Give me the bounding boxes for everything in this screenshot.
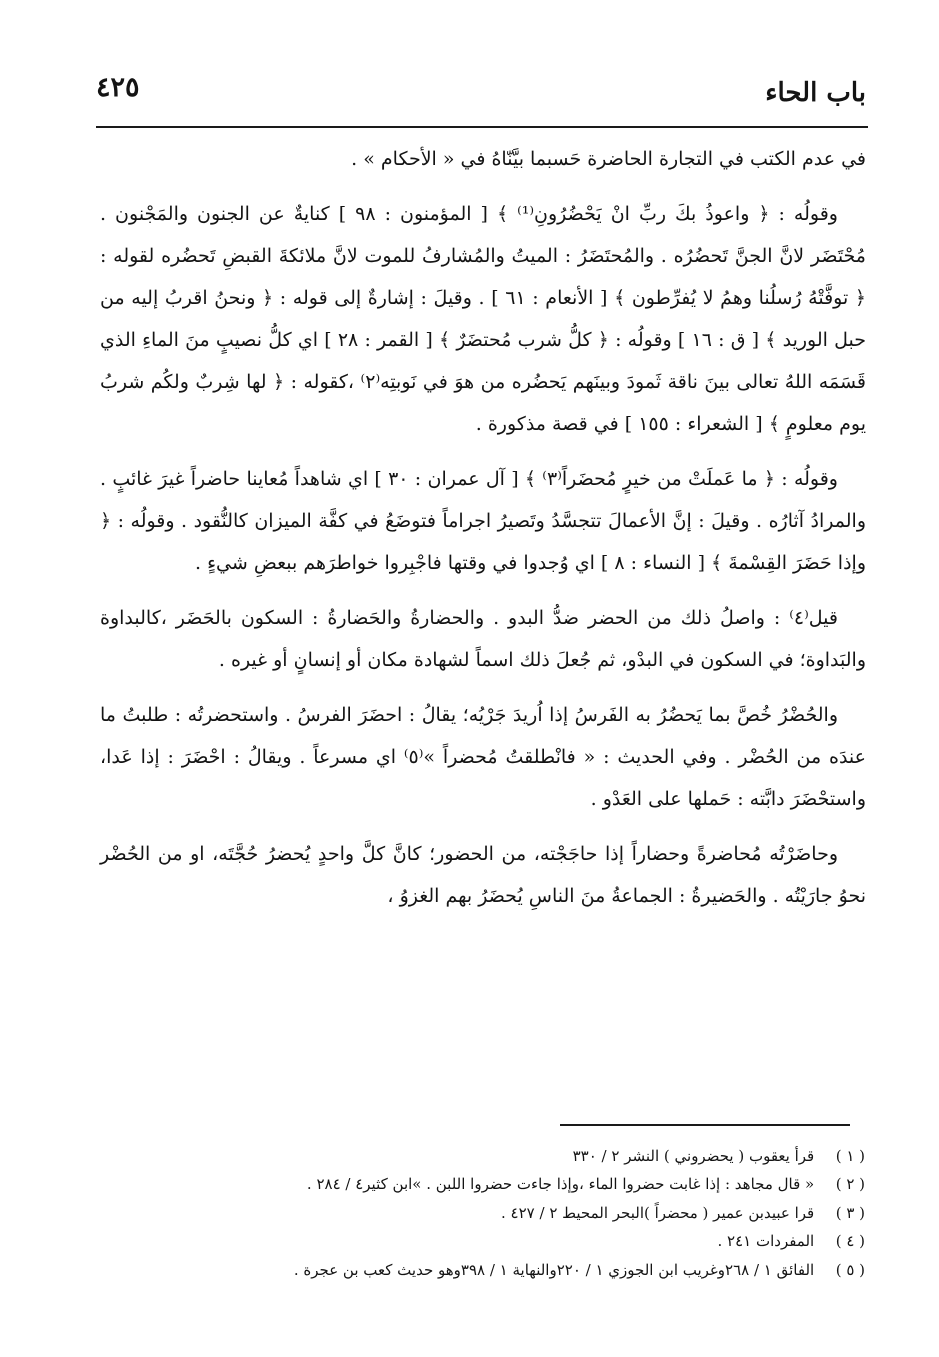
paragraph-3: وقولُه : ﴿ ما عَملَتْ من خيرٍ مُحضَراً⁽٣⁾ ﴾ [ آل عمران : ٣٠ ] اي شاهداً مُعاينا حاضراً غيرَ غائبٍ . والمرادُ آثارُه . وقيلَ : إنَّ الأعمالَ تتجسَّدُ وتَصيرُ اجراماً فتوضَعُ في كفَّة الميزان كالنُّقود . وقولُه : ﴿ وإذا حَضَرَ القِسْمةَ ﴾ [ النساء : ٨ ] اي وُجدوا في وقتها فاجْبِروا خواطرَهم ببعضِ شيءٍ . bbox=[100, 468, 866, 574]
page-header bbox=[96, 70, 866, 116]
footnotes bbox=[120, 1142, 865, 1284]
footnote-divider bbox=[560, 1124, 850, 1126]
main-text bbox=[100, 138, 866, 930]
chapter-title: باب الحاء bbox=[765, 78, 866, 108]
footnote-number: ( ٣ ) bbox=[835, 1203, 865, 1222]
footnote-text: قرا عبيدبن عمير ( محضراً )البحر المحيط ٢ / ٤٢٧ . bbox=[501, 1203, 815, 1222]
footnote-item bbox=[120, 1170, 865, 1198]
paragraph-5: والحُضْرُ خُصَّ بما يَحضُرُ به الفَرسُ إذا اُريدَ جَرْيُه؛ يقالُ : احضَرَ الفرسُ . واستحضرتُه : طلبتُ ما عندَه من الحُضْر . وفي الحديث : « فانْطلقتُ مُحضراً »⁽٥⁾ اي مسرعاً . ويقالُ : احْضَرَ : إذا عَدا، واستحْضَرَ دابَّته : حَملها على العَدْو . bbox=[100, 704, 866, 810]
paragraph-2: وقولُه : ﴿ واعوذُ بكَ ربِّ انْ يَحْضُرُونِ⁽¹⁾ ﴾ [ المؤمنون : ٩٨ ] كنايةٌ عن الجنون والمَجْنون . مُحْتَضَر لانَّ الجنَّ تَحضُرُه . والمُحتَضَرُ : الميتُ والمُشارفُ للموت لانَّ ملائكةَ القبضِ تَحضُره لقوله : ﴿ توفَّتْهُ رُسلُنا وهمُ لا يُفرِّطون ﴾ [ الأنعام : ٦١ ] . وقيلَ : إشارةٌ إلى قوله : ﴿ ونحنُ اقربُ إليه من حبل الوريد ﴾ [ ق : ١٦ ] وقولُه : ﴿ كلُّ شرب مُحتضَرٌ ﴾ [ القمر : ٢٨ ] اي كلُّ نصيبٍ منَ الماءِ الذي قَسَمَه اللهُ تعالى بينَ ناقة ثَمودَ وبينَهم يَحضُره من هوَ في نَوبتِه⁽٢⁾ ،كقوله : ﴿ لها شِربٌ ولكُم شربُ يوم معلومٍ ﴾ [ الشعراء : ١٥٥ ] في قصة مذكورة . bbox=[100, 203, 867, 435]
paragraph-1: في عدم الكتب في التجارة الحاضرة حَسبما بيَّنّاهُ في « الأحكام » . bbox=[351, 148, 866, 170]
footnote-text: قرأ يعقوب ( يحضروني ) النشر ٢ / ٣٣٠ bbox=[572, 1147, 815, 1165]
paragraph-4: قيل⁽٤⁾ : واصلُ ذلك من الحضر ضدُّ البدو . والحضارةُ والحَضارةُ : السكون بالحَضَر ،كالبداوة والبَداوة؛ في السكون في البدْو، ثم جُعلَ ذلك اسماً لشهادة مكان أو إنسانٍ أو غيره . bbox=[100, 607, 866, 671]
footnote-text: المفردات ٢٤١ . bbox=[717, 1232, 815, 1251]
footnote-number: ( ٥ ) bbox=[835, 1260, 865, 1279]
footnote-item bbox=[120, 1256, 865, 1284]
header-divider bbox=[96, 126, 868, 128]
page-number: ٤٢٥ bbox=[96, 72, 140, 103]
footnote-number: ( ١ ) bbox=[835, 1147, 865, 1165]
footnote-item bbox=[120, 1227, 865, 1255]
footnote-number: ( ٢ ) bbox=[835, 1175, 865, 1194]
footnote-text: الفائق ١ / ٢٦٨وغريب ابن الجوزي ١ / ٢٢٠والنهاية ١ / ٣٩٨وهو حديث كعب بن عجرة . bbox=[293, 1260, 815, 1279]
paragraph-6: وحاضَرْتُه مُحاضرةً وحضاراً إذا حاجَجْته، من الحضور؛ كانَّ كلَّ واحدٍ يُحضرُ حُجَّتَه، او من الحُضْر نحوُ جارَيْتُه . والحَضيرةُ : الجماعةُ منَ الناسِ يُحضَرُ بهم الغزوُ ، bbox=[100, 843, 866, 907]
footnote-item bbox=[120, 1142, 865, 1170]
footnote-text: « قال مجاهد : إذا غابت حضروا الماء ،وإذا جاءت حضروا اللبن . »ابن كثير٤ / ٢٨٤ . bbox=[306, 1175, 815, 1194]
footnote-number: ( ٤ ) bbox=[835, 1232, 865, 1251]
footnote-item bbox=[120, 1199, 865, 1227]
